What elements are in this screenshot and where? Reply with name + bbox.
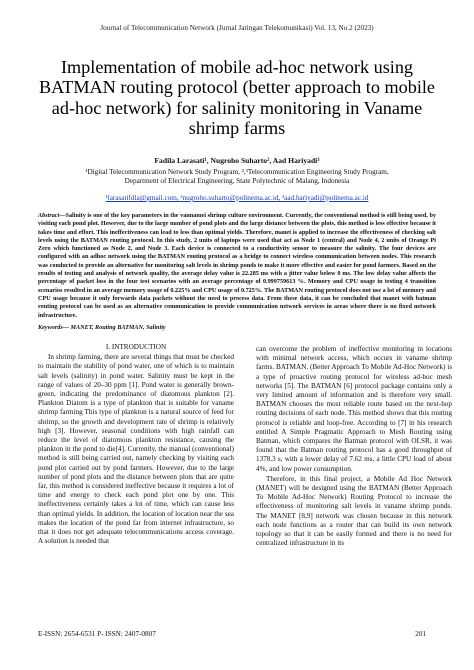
email-link-1[interactable]: ¹larasatifdla@gmail.com	[105, 194, 177, 202]
email-link-2[interactable]: ²nugroho.suharto@polinema.ac.id	[180, 194, 279, 202]
keywords: Keywords— MANET, Routing BATMAN, Salinity	[38, 324, 166, 331]
body-paragraph: Therefore, in this final project, a Mobile Ad Hoc Network (MANET) will be designed using the BATMAN (Better Approach To Mobile Ad-Hoc Network) Routing Protocol to increase the effectiveness of monitoring salt levels in vaname shrimp ponds. The MANET [8,9] network was chosen because in this network each node functions as a router that can build its own network topology so that it can be easily formed and there is no need for centralized infrastructure in its	[256, 474, 452, 548]
page-number: 201	[415, 630, 426, 638]
author-emails	[0, 194, 474, 202]
author-list: Fadila Larasati¹, Nugroho Suharto², Aad Hariyadi³	[154, 156, 320, 165]
email-separator: ,	[176, 194, 181, 202]
email-separator: ,	[278, 194, 283, 202]
affiliations	[0, 168, 474, 186]
paper-title: Implementation of mobile ad-hoc network using BATMAN routing protocol (better approach to mobile ad-hoc network) for salinity monitoring in Vaname shrimp farms	[39, 57, 435, 139]
abstract	[38, 212, 436, 320]
body-paragraph: can overcome the problem of ineffective monitoring in locations with minimal network access, which occurs in vaname shrimp farms. BATMAN. (Better Approach To Mobile Ad-Hoc Network) is a type of proactive routing protocol for wireless ad-hoc mesh networks [5]. The BATMAN [6] protocol package contains only a very limited amount of information and is therefore very small. BATMAN chooses the most reliable route based on the next-hop routing decisions of each node. This method shows that this routing protocol is reliable and loop-free. According to [7] in his research entitled A Simple Pragmatic Approach to Mesh Routing using Batman, which compares the Batman protocol with OLSR, it was found that the Batman routing protocol has a good throughput of 1378.3 s, with a lower delay of 7.62 ms, a little CPU load of about 4%, and low power consumption.	[256, 345, 452, 473]
journal-running-header: Journal of Telecommunication Network (Jurnal Jaringan Telekomunikasi) Vol. 13, No.2 (2023)	[100, 24, 374, 32]
abstract-text: —Salinity is one of the key parameters in the vannamei shrimp culture environment. Currently, the conventional method is still being used, by visiting each pond plot. However, due to the large number of pond plots and the large distance between the plots, this method is less effective because it takes time and effort. This ineffectiveness can lead to less than optimal yields. Therefore, manet is applied to increase the effectiveness of checking salt levels using the BATMAN routing protocol. In this study, 2 units of laptops were used that act as Node 1 (central) and Node 4, 2 units of Orange Pi Zero which functioned as Node 2, and Node 3. Each device is connected to a conductivity sensor to measure the salinity. The four devices are configured with an adhoc network using the BATMAN routing protocol as a bridge to connect wireless communication between nodes. This research was conducted to provide an alternative for monitoring salt levels in shrimp ponds to make it more effective and easier for pond farmers. Based on the results of testing and analysis of network quality, the average delay value is 22.285 ms with a jitter value below 0 ms. The low delay value affects the percentage of packet loss in the four test scenarios with an average percentage of 0.999759613 %. Memory and CPU usage in testing 4 transition scenarios resulted in an average memory usage of 0.225% and CPU usage of 0.725%. The BATMAN routing protocol does not use a lot of memory and CPU usage because it only forwards data packets without the need to process data. From these data, it can be concluded that manet with batman routing protocol can be used as an alternative communication to provide communication network services in areas where there is no fixed network infrastructure.	[38, 212, 436, 319]
body-paragraph: In shrimp farming, there are several things that must be checked to maintain the stability of pond water, one of which is to maintain salt levels (salinity) in pond water. Salinity must be kept in the range of values of 20–30 ppm [1]. Pond water is generally brown-green, indicating the predominance of diatomous plankton [2]. Plankton Diatom is a type of plankton that is suitable for vaname shrimp farming This type of plankton is a natural source of feed for shrimp, so the growth and development rate of shrimp is relatively high [3]. However, seasonal conditions with high rainfall can reduce the level of diatomous plankton resistance, causing the plankton in the pond to die[4]. Currently, the manual (conventional) method is still being carried out, namely checking by visiting each pond plot carried out by pond farmers. However, due to the large number of pond plots and the distance between plots that are quite far, this method is considered ineffective because it requires a lot of time and energy to check each pond plot one by one. This ineffectiveness certainly takes a lot of time, which can cause less than optimal yields. In addition, the location of location near the sea makes the location of the pond far from internet infrastructure, so that it does not get adequate telecommunications access coverage. A solution is needed that	[38, 353, 234, 546]
body-column-right	[256, 345, 452, 548]
footer-issn: E-ISSN: 2654-6531 P- ISSN: 2407-0807	[38, 630, 156, 638]
email-link-3[interactable]: ³aad.hariyadi@polinema.ac.id	[282, 194, 369, 202]
section-heading-introduction: I. INTRODUCTION	[105, 343, 167, 351]
abstract-label: Abstract	[38, 212, 60, 219]
affiliation-line-2: Department of Electrical Engineering, State Polytechnic of Malang, Indonesia	[124, 177, 350, 186]
body-column-left	[38, 343, 234, 546]
affiliation-line-1: ¹Digital Telecommunication Network Study Program, ²,³Telecommunication Engineering Study Program,	[85, 168, 389, 176]
